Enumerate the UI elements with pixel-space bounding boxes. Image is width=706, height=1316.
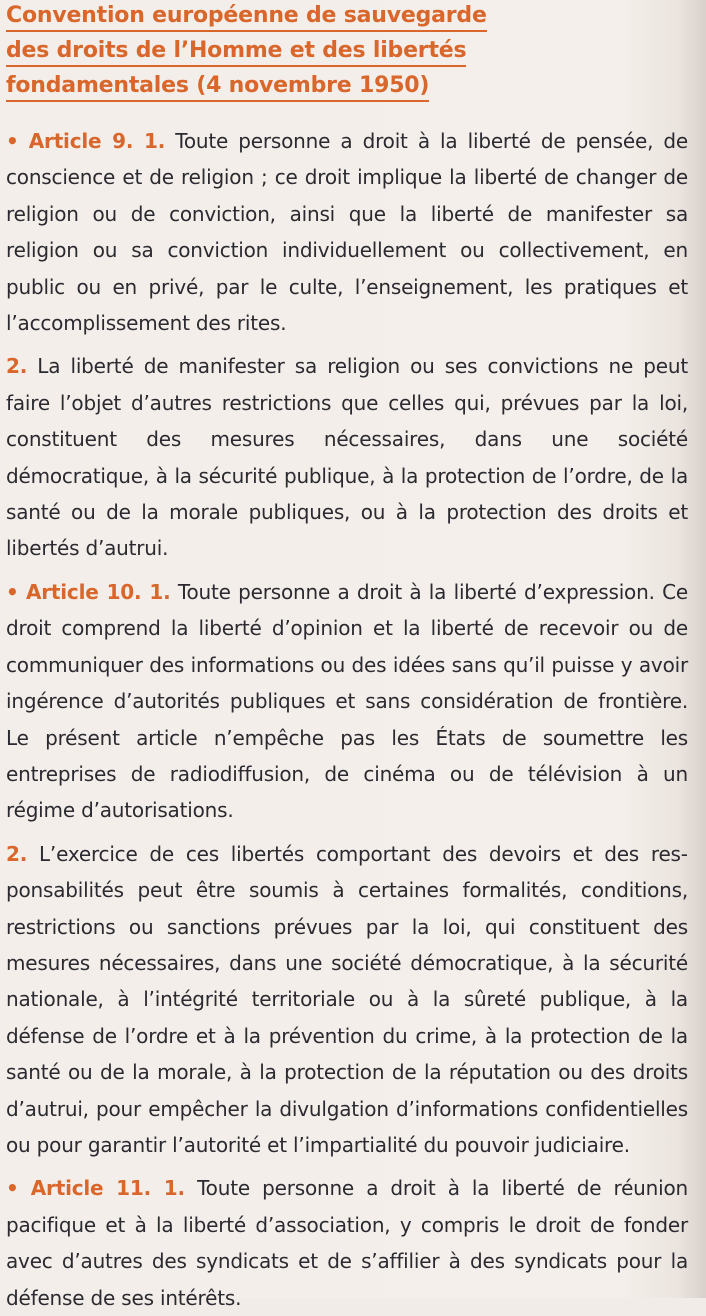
article-10-paragraph-2: [6, 836, 688, 1164]
paragraph-text: L’exercice de ces libertés comportant des devoirs et des responsabilités peut être soumis à certaines formalités, conditions, restrictions ou sanctions prévues par la loi, qui constituent des mesures nécessaires, dans une société démocratique, à la sécurité nationale, à l’intégrité territoriale ou à la sûreté publique, à la défense de l’ordre et à la prévention du crime, à la protection de la santé ou de la morale, à la protection de la réputation ou des droits d’autrui, pour empêcher la divulgation d’informations confidentielles ou pour garantir l’autorité et l’impartialité du pouvoir judiciaire.: [6, 841, 688, 1157]
title-line-1: Convention européenne de sauvegarde: [6, 2, 487, 32]
paragraph-number: 2.: [6, 841, 28, 866]
document-title: [6, 0, 688, 105]
paragraph-number: 2.: [6, 354, 28, 379]
bullet: •: [6, 1176, 19, 1201]
paragraph-text: Toute personne a droit à la liberté d’expression. Ce droit comprend la liberté d’opinion et la liberté de recevoir ou de communiquer des informations ou des idées sans qu’il puisse y avoir ingérence d’autorités publiques et sans considération de frontière. Le présent article n’empêche pas les États de soumettre les entreprises de radiodiffusion, de cinéma ou de télévision à un régime d’autorisations.: [6, 579, 688, 823]
bullet: •: [6, 129, 19, 153]
article-label: Article 11. 1.: [30, 1176, 185, 1201]
article-9-paragraph-2: [6, 348, 688, 566]
article-label: Article 9. 1.: [28, 129, 166, 153]
title-line-2: des droits de l’Homme et des libertés: [6, 37, 466, 67]
article-10-paragraph-1: [6, 574, 688, 829]
article-9-paragraph-1: [6, 123, 688, 341]
paragraph-text: La liberté de manifester sa religion ou ses convictions ne peut faire l’objet d’autres restrictions que celles qui, prévues par la loi, constituent des mesures nécessaires, dans une société démocratique, à la sécurité publique, à la protection de l’ordre, de la santé ou de la morale publiques, ou à la protection des droits et libertés d’autrui.: [6, 354, 688, 561]
article-label: Article 10. 1.: [25, 579, 171, 604]
article-11-paragraph-1: [6, 1170, 688, 1316]
paragraph-text: Toute personne a droit à la liberté de pensée, de conscience et de religion ; ce droit implique la liberté de changer de religion ou de conviction, ainsi que la liberté de manifester sa religion ou sa conviction individuellement ou collectivement, en public ou en privé, par le culte, l’enseignement, les pratiques et l’accomplissement des rites.: [6, 129, 688, 336]
paragraph-text: Toute personne a droit à la liberté de réunion pacifique et à la liberté d’association, y compris le droit de fonder avec d’autres des syndicats et de s’affilier à des syndicats pour la défense de ses intérêts.: [6, 1176, 688, 1310]
title-line-3: fondamentales (4 novembre 1950): [6, 72, 429, 102]
bullet: •: [6, 579, 19, 604]
